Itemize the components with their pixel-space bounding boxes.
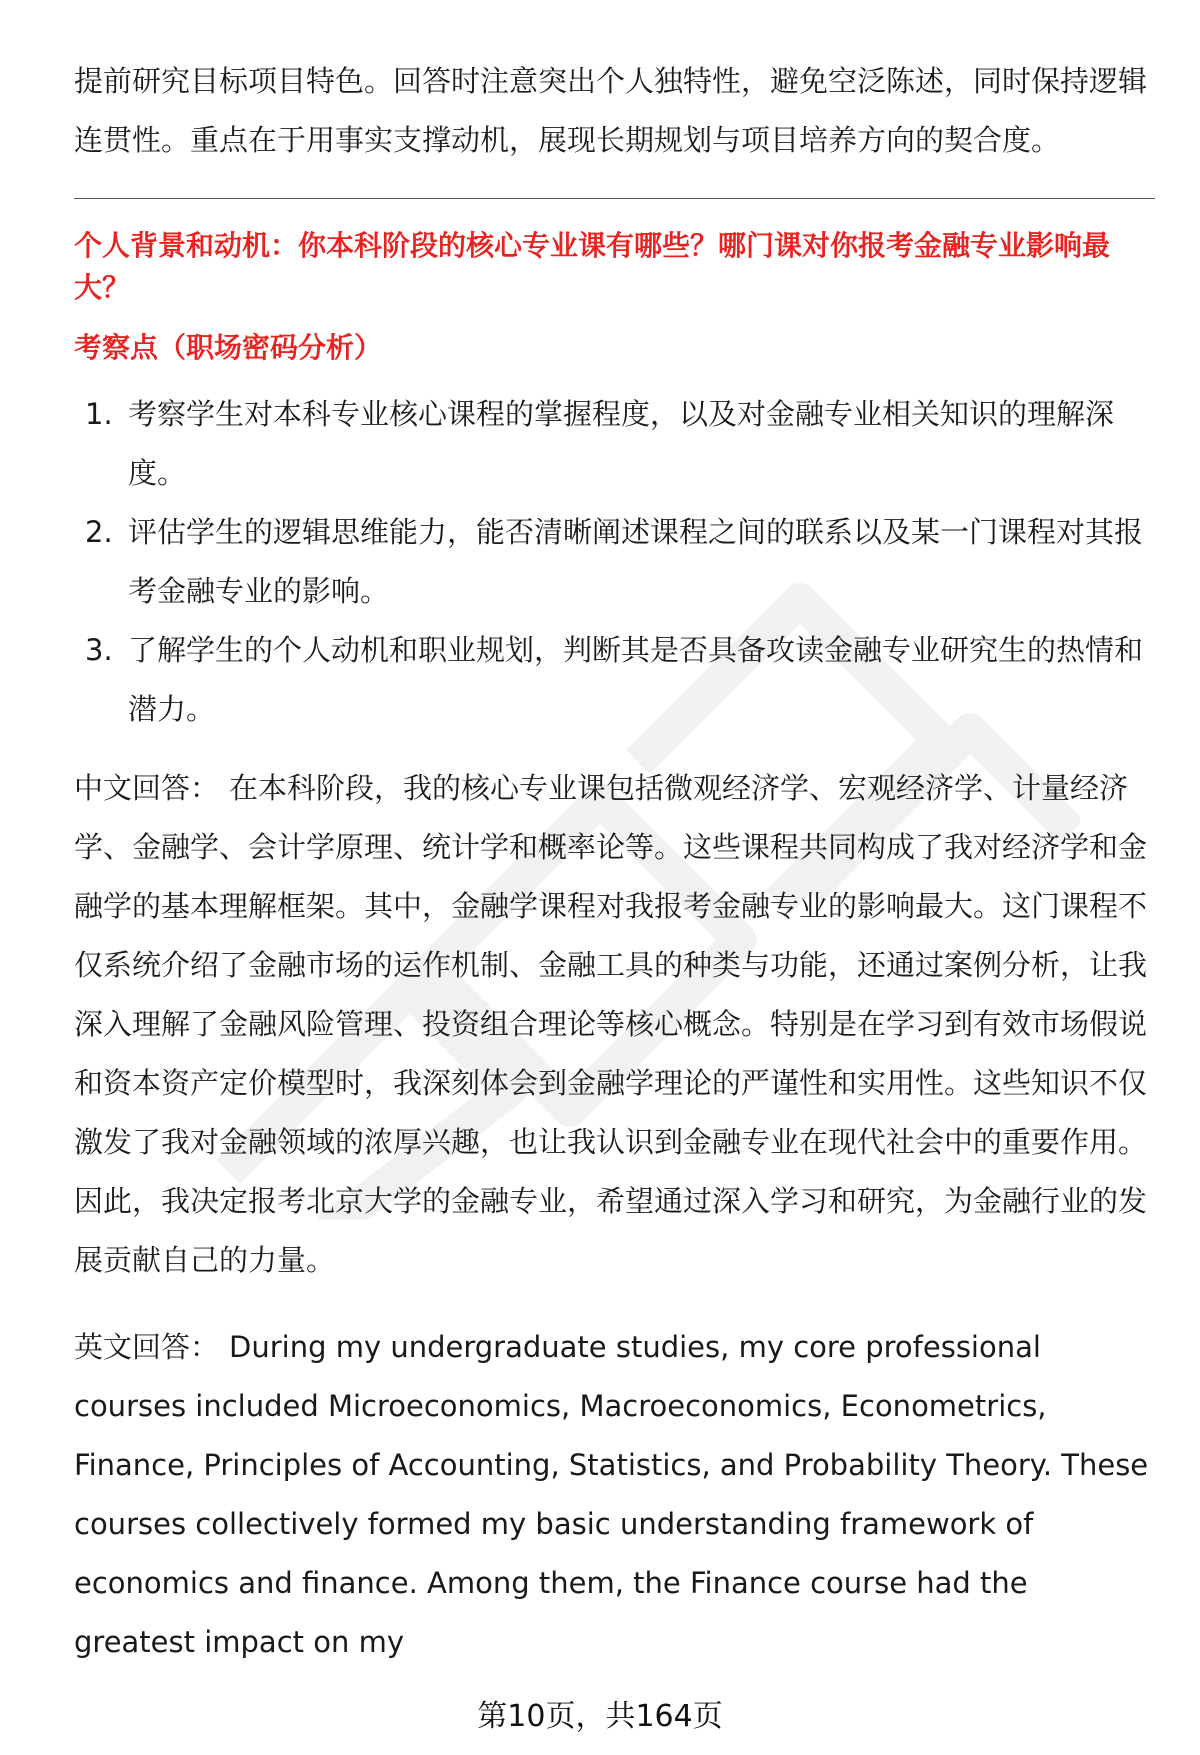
english-answer-text: During my undergraduate studies, my core professional courses included Microeconomics, Macroeconomics, Econometrics, Finance, Principles of Accounting, Statistics, and Probability Theory. These courses collectively formed my basic understanding framework of economics and finance. Among them, the Finance course had the greatest impact on my	[74, 1330, 1149, 1659]
list-number: 2.	[85, 515, 113, 549]
assessment-points	[74, 385, 1155, 739]
page-content	[74, 52, 1155, 1700]
list-item	[74, 385, 1155, 503]
intro-paragraph: 提前研究目标项目特色。回答时注意突出个人独特性，避免空泛陈述，同时保持逻辑连贯性。重点在于用事实支撑动机，展现长期规划与项目培养方向的契合度。	[74, 64, 1148, 157]
section-divider	[74, 198, 1155, 199]
list-item-text: 考察学生对本科专业核心课程的掌握程度，以及对金融专业相关知识的理解深度。	[128, 397, 1115, 490]
list-number: 1.	[85, 397, 113, 431]
list-item	[74, 621, 1155, 739]
list-item-text: 了解学生的个人动机和职业规划，判断其是否具备攻读金融专业研究生的热情和潜力。	[128, 633, 1144, 726]
list-item-text: 评估学生的逻辑思维能力，能否清晰阐述课程之间的联系以及某一门课程对其报考金融专业的影响。	[128, 515, 1144, 608]
list-number: 3.	[85, 633, 113, 667]
chinese-answer-text: 在本科阶段，我的核心专业课包括微观经济学、宏观经济学、计量经济学、金融学、会计学原理、统计学和概率论等。这些课程共同构成了我对经济学和金融学的基本理解框架。其中，金融学课程对我报考金融专业的影响最大。这门课程不仅系统介绍了金融市场的运作机制、金融工具的种类与功能，还通过案例分析，让我深入理解了金融风险管理、投资组合理论等核心概念。特别是在学习到有效市场假说和资本资产定价模型时，我深刻体会到金融学理论的严谨性和实用性。这些知识不仅激发了我对金融领域的浓厚兴趣，也让我认识到金融专业在现代社会中的重要作用。因此，我决定报考北京大学的金融专业，希望通过深入学习和研究，为金融行业的发展贡献自己的力量。	[74, 771, 1148, 1277]
chinese-answer-label: 中文回答：	[74, 771, 220, 805]
page-footer	[0, 1697, 1200, 1737]
list-item	[74, 503, 1155, 621]
english-answer	[74, 1318, 1155, 1672]
assessment-heading: 考察点（职场密码分析）	[74, 331, 383, 364]
english-answer-label: 英文回答：	[74, 1330, 220, 1364]
interview-question: 个人背景和动机：你本科阶段的核心专业课有哪些？哪门课对你报考金融专业影响最大？	[74, 229, 1111, 304]
page-indicator: 第10页，共164页	[477, 1699, 723, 1734]
chinese-answer	[74, 759, 1155, 1290]
